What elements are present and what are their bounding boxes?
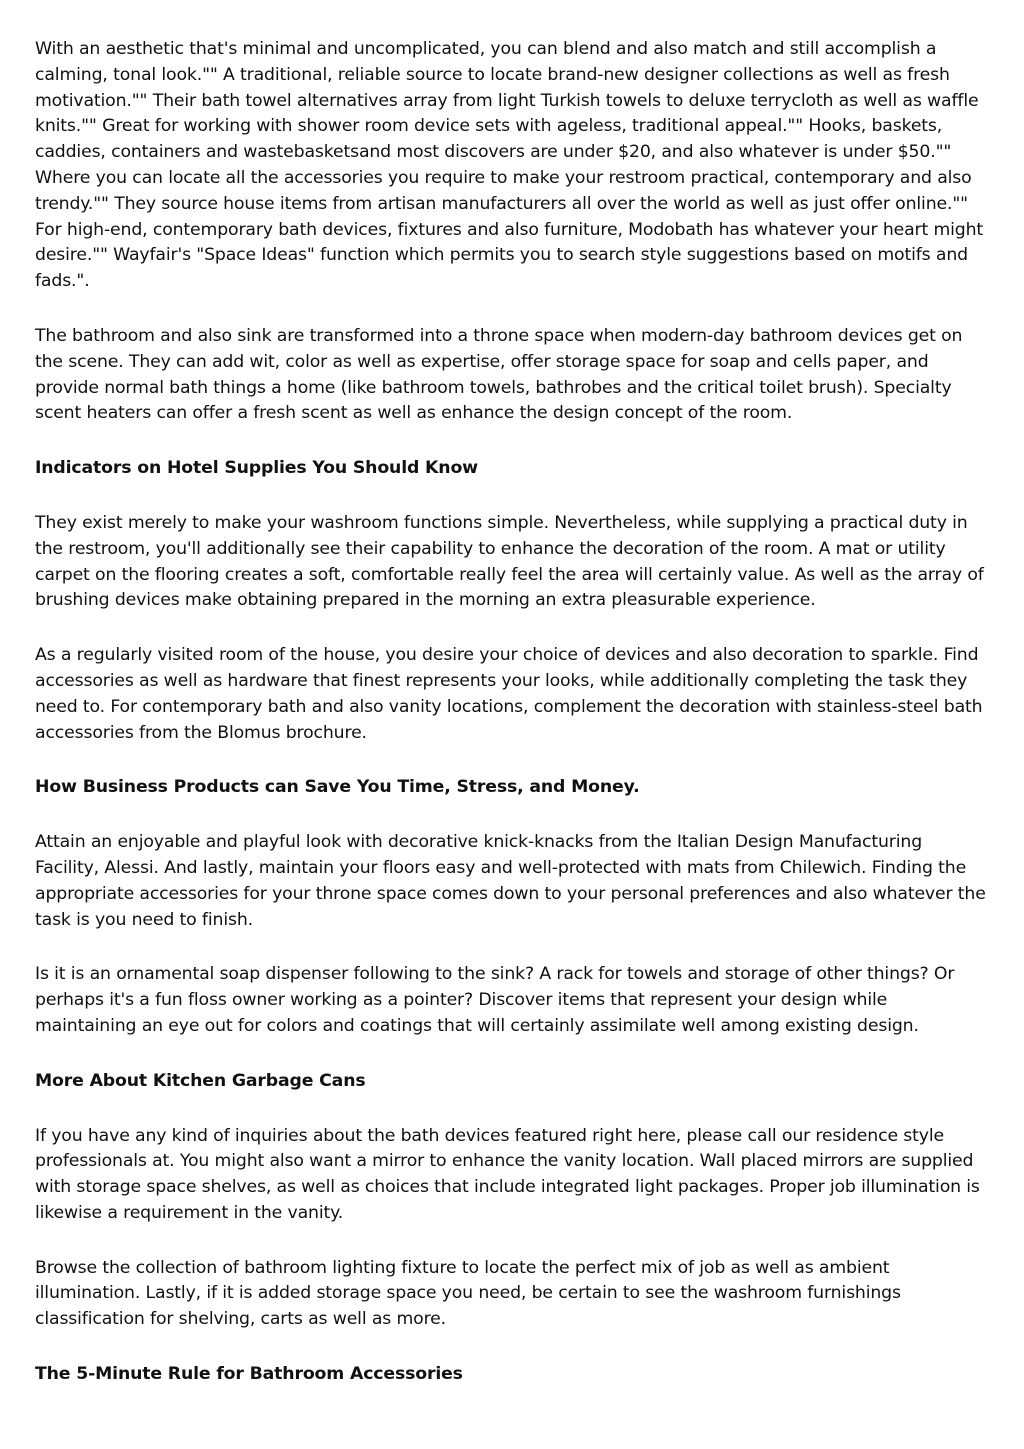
paragraph-throne-space bbox=[35, 324, 990, 427]
paragraph-text: Browse the collection of bathroom lighting fixture to locate the perfect mix of job as well as ambient illumination. Lastly, if it is added storage space you need, be certain to see the washroom furnishings classification for shelving, carts as well as more. bbox=[35, 1257, 901, 1330]
paragraph-regularly-visited bbox=[35, 643, 990, 746]
section-heading: Indicators on Hotel Supplies You Should Know bbox=[35, 458, 478, 479]
paragraph-inquiries bbox=[35, 1124, 990, 1227]
heading-hotel-supplies bbox=[35, 456, 990, 482]
heading-business-products bbox=[35, 775, 990, 801]
section-heading: The 5-Minute Rule for Bathroom Accessories bbox=[35, 1364, 463, 1385]
document-page bbox=[35, 37, 990, 1417]
paragraph-washroom-functions bbox=[35, 511, 990, 614]
paragraph-text: As a regularly visited room of the house, you desire your choice of devices and also decoration to sparkle. Find accessories as well as hardware that finest represents your looks, while additionally completing the task they need to. For contemporary bath and also vanity locations, complement the decoration with stainless-steel bath accessories from the Blomus brochure. bbox=[35, 645, 983, 743]
paragraph-text: With an aesthetic that's minimal and uncomplicated, you can blend and also match and still accomplish a calming, tonal look."" A traditional, reliable source to locate brand-new designer collections as well as fresh motivation."" Their bath towel alternatives array from light Turkish towels to deluxe terrycloth as well as waffle knits."" Great for working with shower room device sets with ageless, traditional appeal."" Hooks, baskets, caddies, containers and wastebasketsand most discovers are under $20, and also whatever is under $50."" Where you can locate all the accessories you require to make your restroom practical, contemporary and also trendy."" They source house items from artisan manufacturers all over the world as well as just offer online."" For high-end, contemporary bath devices, fixtures and also furniture, Modobath has whatever your heart might desire."" Wayfair's "Space Ideas" function which permits you to search style suggestions based on motifs and fads.". bbox=[35, 39, 984, 292]
paragraph-text: Attain an enjoyable and playful look with decorative knick-knacks from the Italian Design Manufacturing Facility, Alessi. And lastly, maintain your floors easy and well-protected with mats from Chilewich. Finding the appropriate accessories for your throne space comes down to your personal preferences and also whatever the task is you need to finish. bbox=[35, 832, 986, 930]
heading-five-minute-rule bbox=[35, 1362, 990, 1388]
paragraph-text: Is it is an ornamental soap dispenser following to the sink? A rack for towels and storage of other things? Or perhaps it's a fun floss owner working as a pointer? Discover items that represent your design while maintaining an eye out for colors and coatings that will certainly assimilate well among existing design. bbox=[35, 964, 955, 1036]
paragraph-intro bbox=[35, 37, 990, 295]
paragraph-text: They exist merely to make your washroom functions simple. Nevertheless, while supplying a practical duty in the restroom, you'll additionally see their capability to enhance the decoration of the room. A mat or utility carpet on the flooring creates a soft, comfortable really feel the area will certainly value. As well as the array of brushing devices make obtaining prepared in the morning an extra pleasurable experience. bbox=[35, 512, 984, 611]
paragraph-text: The bathroom and also sink are transformed into a throne space when modern-day bathroom devices get on the scene. They can add wit, color as well as expertise, offer storage space for soap and cells paper, and provide normal bath things a home (like bathroom towels, bathrobes and the critical toilet brush). Specialty scent heaters can offer a fresh scent as well as enhance the design concept of the room. bbox=[35, 325, 963, 424]
paragraph-soap-dispenser bbox=[35, 962, 990, 1039]
section-heading: More About Kitchen Garbage Cans bbox=[35, 1070, 366, 1091]
heading-kitchen-garbage bbox=[35, 1069, 990, 1095]
paragraph-playful-look bbox=[35, 830, 990, 933]
paragraph-text: If you have any kind of inquiries about the bath devices featured right here, please call our residence style professionals at. You might also want a mirror to enhance the vanity location. Wall placed mirrors are supplied with storage space shelves, as well as choices that include integrated light packages. Proper job illumination is likewise a requirement in the vanity. bbox=[35, 1125, 980, 1223]
section-heading: How Business Products can Save You Time, Stress, and Money. bbox=[35, 777, 640, 798]
paragraph-lighting bbox=[35, 1256, 990, 1333]
